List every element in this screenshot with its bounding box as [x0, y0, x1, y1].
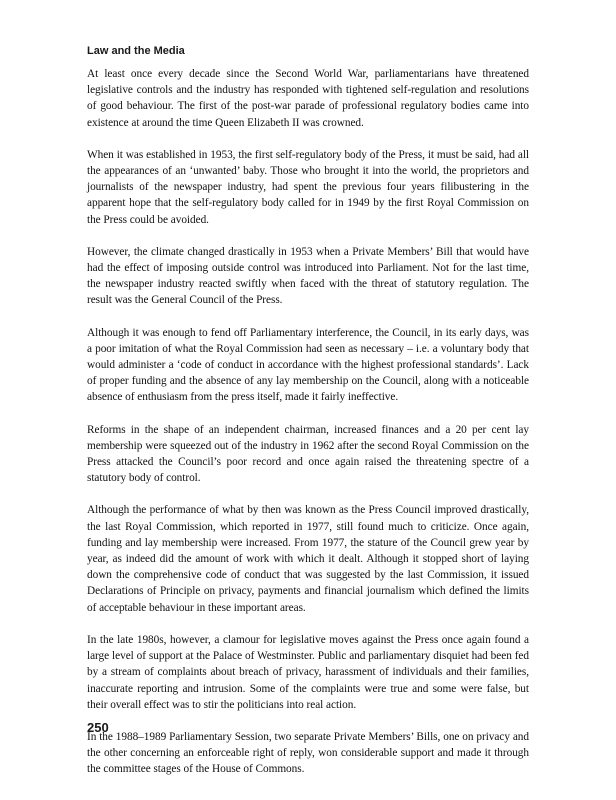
paragraph: At least once every decade since the Second World War, parliamentarians have threatened legislative controls and the industry has responded with tightened self-regulation and resolutions of good behaviour. The first of the post-war parade of professional regulatory bodies came into existence at around the time Queen Elizabeth II was crowned. — [87, 68, 529, 129]
paragraph: In the late 1980s, however, a clamour for legislative moves against the Press once again found a large level of support at the Palace of Westminster. Public and parliamentary disquiet had been fed by a stream of complaints about breach of privacy, harassment of individuals and their families, inaccurate reporting and intrusion. Some of the complaints were true and some were false, but their overall effect was to stir the politicians into real action. — [87, 633, 529, 711]
body-text — [87, 66, 529, 778]
running-head: Law and the Media — [87, 45, 185, 57]
paragraph: In the 1988–1989 Parliamentary Session, two separate Private Members’ Bills, one on privacy and the other concerning an enforceable right of reply, won considerable support and made it through the committee stages of the House of Commons. — [87, 730, 529, 776]
paragraph: Reforms in the shape of an independent chairman, increased finances and a 20 per cent lay membership were squeezed out of the industry in 1962 after the second Royal Commission on the Press attacked the Council’s poor record and once again raised the threatening spectre of a statutory body of control. — [87, 423, 529, 485]
paragraph: When it was established in 1953, the first self-regulatory body of the Press, it must be said, had all the appearances of an ‘unwanted’ baby. Those who brought it into the world, the proprietors and journalists of the newspaper industry, had spent the previous four years filibustering in the apparent hope that the self-regulatory body called for in 1949 by the first Royal Commission on the Press could be avoided. — [87, 148, 529, 226]
paragraph: Although it was enough to fend off Parliamentary interference, the Council, in its early days, was a poor imitation of what the Royal Commission had seen as necessary – i.e. a voluntary body that would administer a ‘code of conduct in accordance with the highest professional standards’. Lack of proper funding and the absence of any lay membership on the Council, along with a noticeable absence of enthusiasm from the press itself, made it fairly ineffective. — [87, 326, 529, 404]
paragraph: Although the performance of what by then was known as the Press Council improved drastically, the last Royal Commission, which reported in 1977, still found much to criticize. Once again, funding and lay membership were increased. From 1977, the stature of the Council grew year by year, as indeed did the amount of work with which it dealt. Although it stopped short of laying down the comprehensive code of conduct that was suggested by the last Commission, it issued Declarations of Principle on privacy, payments and financial journalism which defined the limits of acceptable behaviour in these important areas. — [87, 504, 529, 614]
page-number: 250 — [87, 720, 109, 735]
paragraph: However, the climate changed drastically in 1953 when a Private Members’ Bill that would have had the effect of imposing outside control was introduced into Parliament. Not for the last time, the newspaper industry reacted swiftly when faced with the threat of statutory regulation. The result was the General Council of the Press. — [87, 245, 529, 307]
